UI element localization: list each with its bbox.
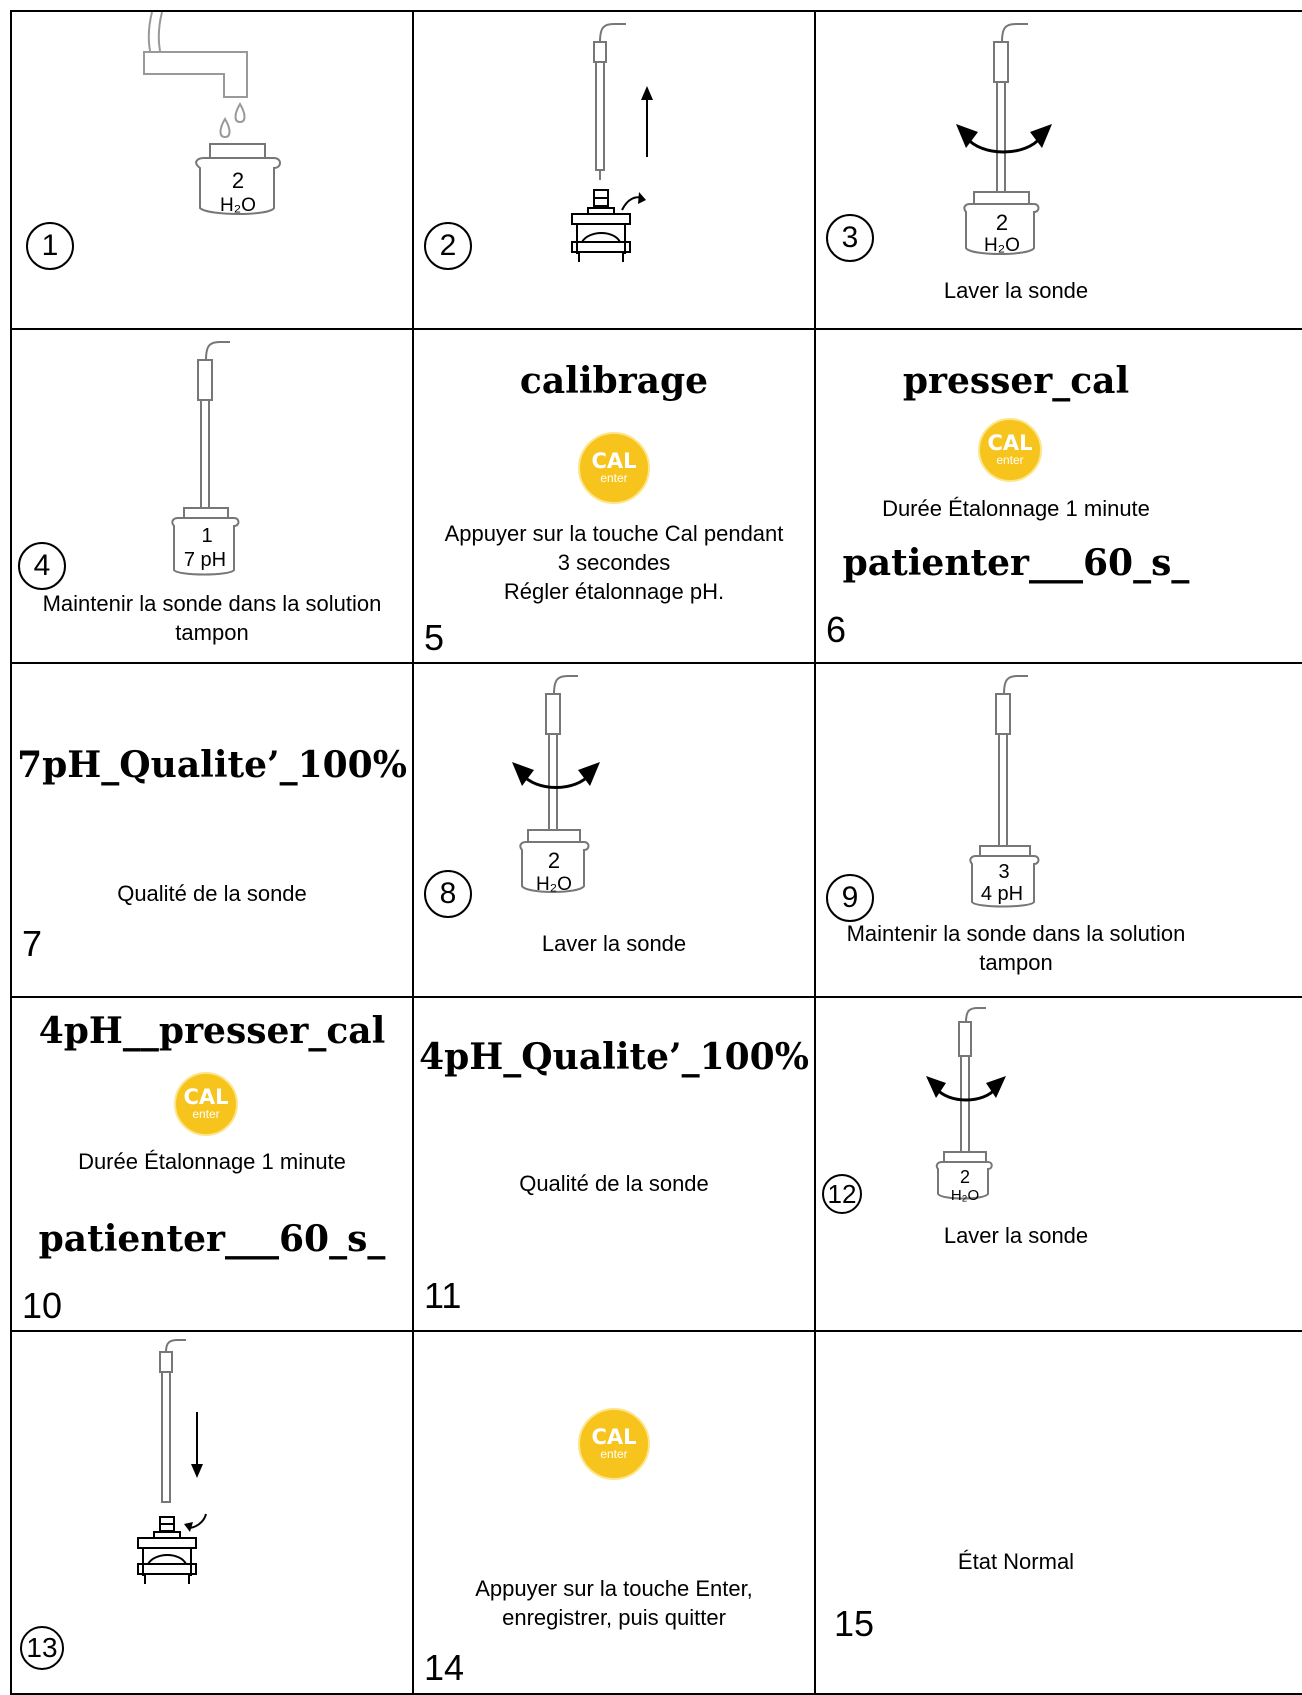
step-number: 2 <box>424 222 472 270</box>
cal-enter-button-icon: CAL enter <box>978 418 1042 482</box>
bottle-label: 7 pH <box>183 549 227 571</box>
pipe-clamp-icon <box>138 1514 206 1584</box>
probe-icon <box>996 676 1028 846</box>
probe-icon <box>160 1340 186 1502</box>
step-11-cell <box>414 998 814 1330</box>
step-caption: Qualité de la sonde <box>117 881 307 906</box>
bottle-label: 4 pH <box>980 883 1024 905</box>
step-number: 9 <box>826 874 874 922</box>
step-number: 14 <box>424 1647 465 1688</box>
step-caption: Laver la sonde <box>541 931 687 956</box>
instruction-line: 3 secondes <box>557 550 671 575</box>
step-caption-line: tampon <box>175 620 249 645</box>
instruction-line: enregistrer, puis quitter <box>502 1605 726 1630</box>
step-caption: Qualité de la sonde <box>519 1171 709 1196</box>
faucet-icon <box>144 12 247 97</box>
step-number: 12 <box>822 1174 862 1214</box>
step-7-cell <box>12 664 412 996</box>
bottle-number: 2 <box>231 168 245 193</box>
probe-icon <box>994 24 1028 192</box>
display-message: calibrage <box>519 360 709 402</box>
pipe-clamp-icon <box>572 190 642 262</box>
faucet-bottle-illustration <box>12 12 412 328</box>
step-caption-line: tampon <box>979 950 1053 975</box>
bottle-number: 3 <box>998 861 1010 883</box>
step-number: 15 <box>834 1603 875 1644</box>
display-message: presser_cal <box>902 360 1130 402</box>
instruction-line: Appuyer sur la touche Cal pendant <box>444 521 784 546</box>
step-9-cell <box>816 664 1302 996</box>
step-5-cell <box>414 330 814 662</box>
step-number: 6 <box>826 609 847 650</box>
probe-insertion-illustration <box>12 1332 412 1693</box>
water-drops-icon <box>221 104 245 137</box>
step-number: 1 <box>26 222 74 270</box>
step-caption-line: Maintenir la sonde dans la solution <box>42 591 382 616</box>
display-message: 4pH_Qualite’_100% <box>419 1036 809 1078</box>
swirl-arrows-icon <box>926 1076 1006 1100</box>
procedure-table <box>10 10 1302 1695</box>
bottle-number: 2 <box>959 1167 971 1187</box>
cal-enter-button-icon: CAL enter <box>578 1408 650 1480</box>
step-number: 11 <box>424 1275 462 1316</box>
bottle-label: H₂O <box>220 195 256 216</box>
probe-removal-illustration <box>414 12 814 328</box>
step-number: 7 <box>22 923 43 964</box>
step-13-cell <box>12 1332 412 1693</box>
calibration-duration: Durée Étalonnage 1 minute <box>78 1149 346 1174</box>
instruction-line: Régler étalonnage pH. <box>503 579 725 604</box>
step-2-cell <box>414 12 814 328</box>
step-number: 10 <box>22 1285 63 1326</box>
step-10-cell <box>12 998 412 1330</box>
bottle-number: 1 <box>201 525 213 547</box>
step-8-cell <box>414 664 814 996</box>
calibration-duration: Durée Étalonnage 1 minute <box>882 496 1150 521</box>
bottle-number: 2 <box>995 210 1009 235</box>
display-message: 7pH_Qualite’_100% <box>17 744 407 786</box>
status-text: État Normal <box>957 1549 1075 1574</box>
instruction-line: Appuyer sur la touche Enter, <box>475 1576 753 1601</box>
step-number: 5 <box>424 617 445 658</box>
wash-probe-illustration <box>816 998 1216 1330</box>
step-caption-line: Maintenir la sonde dans la solution <box>846 921 1186 946</box>
probe-icon <box>959 1008 986 1152</box>
step-caption: Laver la sonde <box>943 278 1089 303</box>
cal-enter-button-icon: CAL enter <box>174 1072 238 1136</box>
bottle-number: 2 <box>547 848 561 873</box>
probe-icon <box>198 342 230 508</box>
step-3-cell <box>816 12 1302 328</box>
step-caption: Laver la sonde <box>943 1223 1089 1248</box>
step-6-cell <box>816 330 1302 662</box>
step-4-cell <box>12 330 412 662</box>
down-arrow-icon <box>191 1412 203 1478</box>
step-number: 13 <box>20 1626 64 1670</box>
step-number: 3 <box>826 214 874 262</box>
step-number: 8 <box>424 870 472 918</box>
step-14-cell <box>414 1332 814 1693</box>
display-message: patienter___60_s_ <box>38 1218 386 1260</box>
display-message: 4pH__presser_cal <box>38 1010 386 1052</box>
bottle-label: H₂O <box>536 874 572 895</box>
cal-enter-button-icon: CAL enter <box>578 432 650 504</box>
display-message: patienter___60_s_ <box>842 542 1190 584</box>
step-15-cell <box>816 1332 1302 1693</box>
step-12-cell <box>816 998 1302 1330</box>
probe-icon <box>546 676 578 830</box>
probe-icon <box>594 24 626 180</box>
bottle-label: H₂O <box>950 1187 980 1204</box>
step-number: 4 <box>18 542 66 590</box>
bottle-label: H₂O <box>984 235 1020 256</box>
up-arrow-icon <box>641 86 653 157</box>
step-1-cell <box>12 12 412 328</box>
